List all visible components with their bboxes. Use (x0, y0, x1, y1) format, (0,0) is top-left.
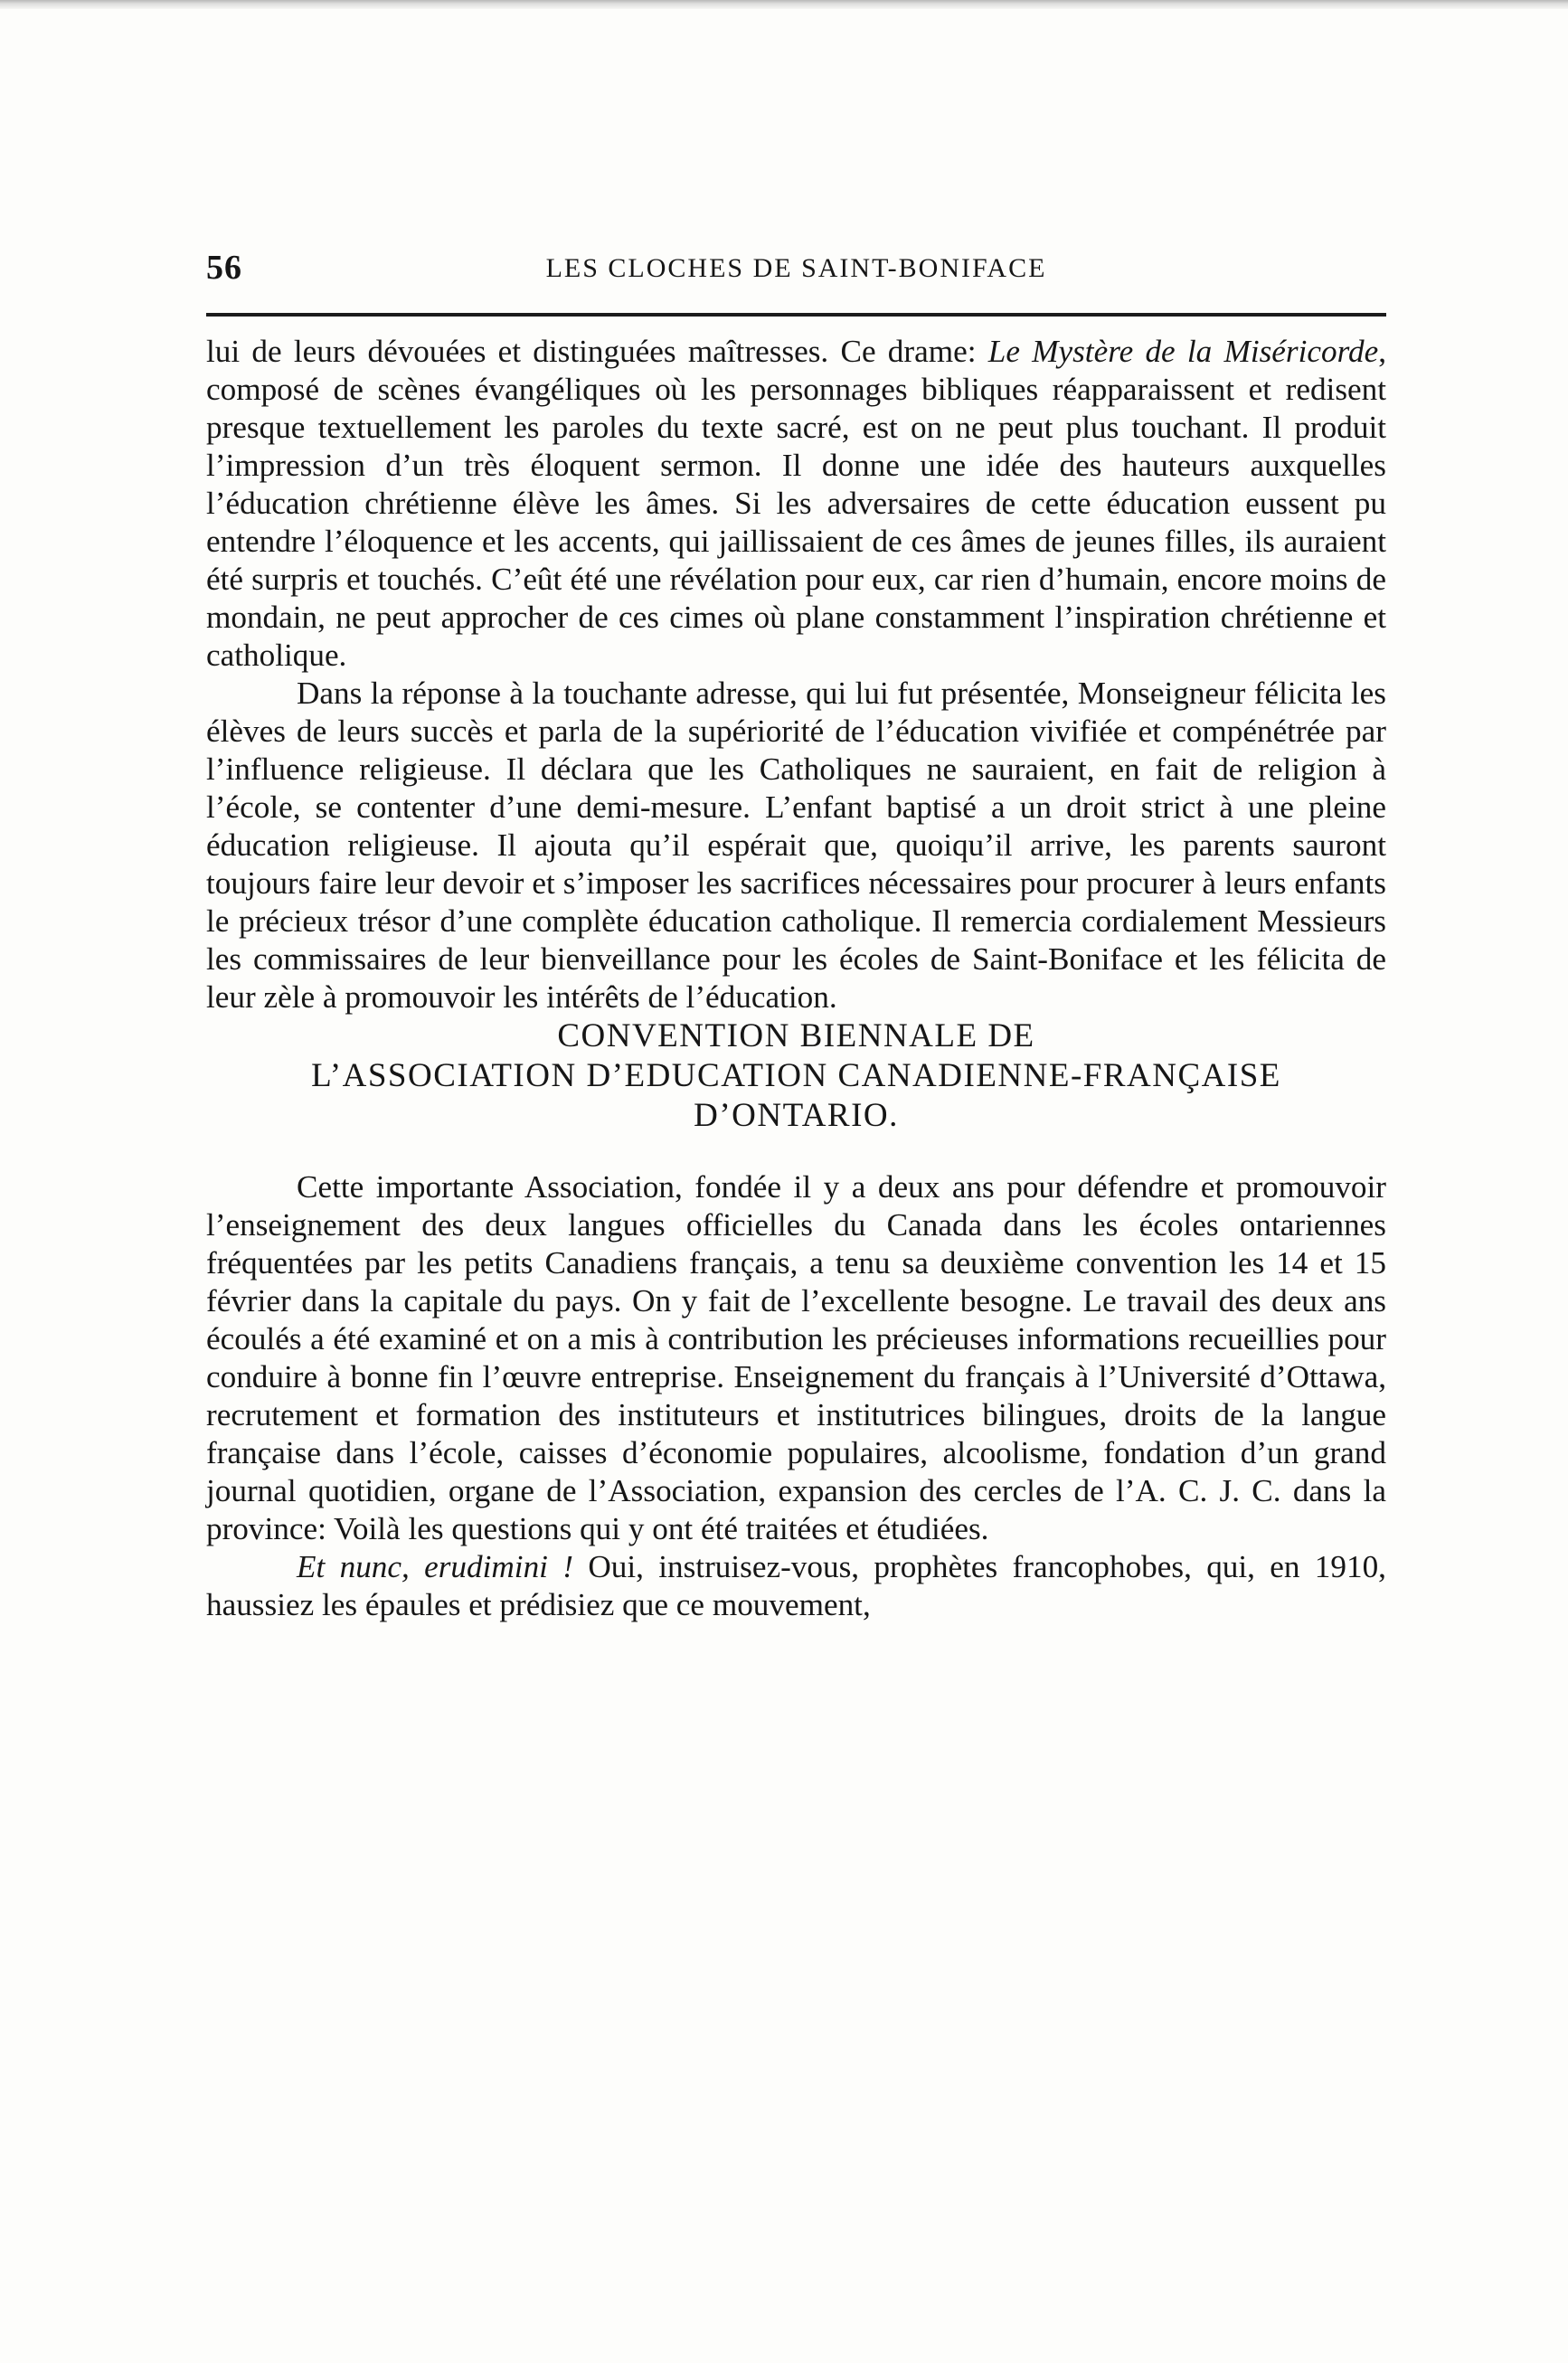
section-heading-line-2: L’ASSOCIATION D’EDUCATION CANADIENNE-FRANÇAISE (311, 1057, 1281, 1094)
paragraph-4 (206, 1548, 1386, 1624)
paragraph-3: Cette importante Association, fondée il y a deux ans pour défendre et promouvoir l’enseignement des deux langues officielles du Canada dans les écoles ontariennes fréquentées par les petits Canadiens français, a tenu sa deuxième convention les 14 et 15 février dans la capitale du pays. On y fait de l’excellente besogne. Le travail des deux ans écoulés a été examiné et on a mis à contribution les précieuses informations recueillies pour conduire à bonne fin l’œuvre entreprise. Enseignement du français à l’Université d’Ottawa, recrutement et formation des instituteurs et institutrices bilingues, droits de la langue française dans l’école, caisses d’économie populaires, alcoolisme, fondation d’un grand journal quotidien, organe de l’Association, expansion des cercles de l’A. C. J. C. dans la province: Voilà les questions qui y ont été traitées et étudiées. (206, 1169, 1386, 1546)
paragraph-2: Dans la réponse à la touchante adresse, qui lui fut présentée, Monseigneur félicita les élèves de leurs succès et parla de la supériorité de l’éducation vivifiée et compénétrée par l’influence religieuse. Il déclara que les Catholiques ne sauraient, en fait de religion à l’école, se contenter d’une demi-mesure. L’enfant baptisé a un droit strict à une pleine éducation religieuse. Il ajouta qu’il espérait que, quoiqu’il arrive, les parents sauront toujours faire leur devoir et s’imposer les sacrifices nécessaires pour procurer à leurs enfants le précieux trésor d’une complète éducation catholique. Il remercia cordialement Messieurs les commissaires de leur bienveillance pour les écoles de Saint-Boniface et les félicita de leur zèle à promouvoir les intérêts de l’éducation. (206, 676, 1386, 1015)
paragraph-1-title: Le Mystère de la Miséricorde (987, 334, 1379, 369)
body-text (206, 333, 1386, 1624)
page-header (206, 242, 1386, 297)
paragraph-4-italic-lead: Et nunc, erudimini ! (297, 1549, 573, 1584)
section-heading-line-3: D’ONTARIO. (694, 1097, 899, 1134)
paragraph-1 (206, 333, 1386, 675)
paragraph-1-rest: , composé de scènes évangéliques où les personnages bibliques réapparaissent et redisent presque textuellement les paroles du texte sacré, est on ne peut plus touchant. Il produit l’impression d’un très éloquent sermon. Il donne une idée des hauteurs auxquelles l’éducation chrétienne élève les âmes. Si les adversaires de cette éducation eussent pu entendre l’éloquence et les accents, qui jaillissaient de ces âmes de jeunes filles, ils auraient été surpris et touchés. C’eût été une révélation pour eux, car rien d’humain, encore moins de mondain, ne peut approcher de ces cimes où plane constamment l’inspiration chrétienne et catholique. (206, 334, 1386, 673)
paragraph-1-lead: lui de leurs dévouées et distinguées maîtresses. Ce drame: (206, 334, 988, 369)
page-number: 56 (206, 249, 242, 287)
running-head: LES CLOCHES DE SAINT-BONIFACE (545, 253, 1047, 283)
section-heading-line-1: CONVENTION BIENNALE DE (557, 1017, 1035, 1054)
header-rule (206, 313, 1386, 317)
paragraph-4-rest: Oui, instruisez-vous, prophètes francophobes, qui, en 1910, haussiez les épaules et prédisiez que ce mouvement, (206, 1549, 1386, 1622)
scan-top-edge (0, 0, 1568, 9)
